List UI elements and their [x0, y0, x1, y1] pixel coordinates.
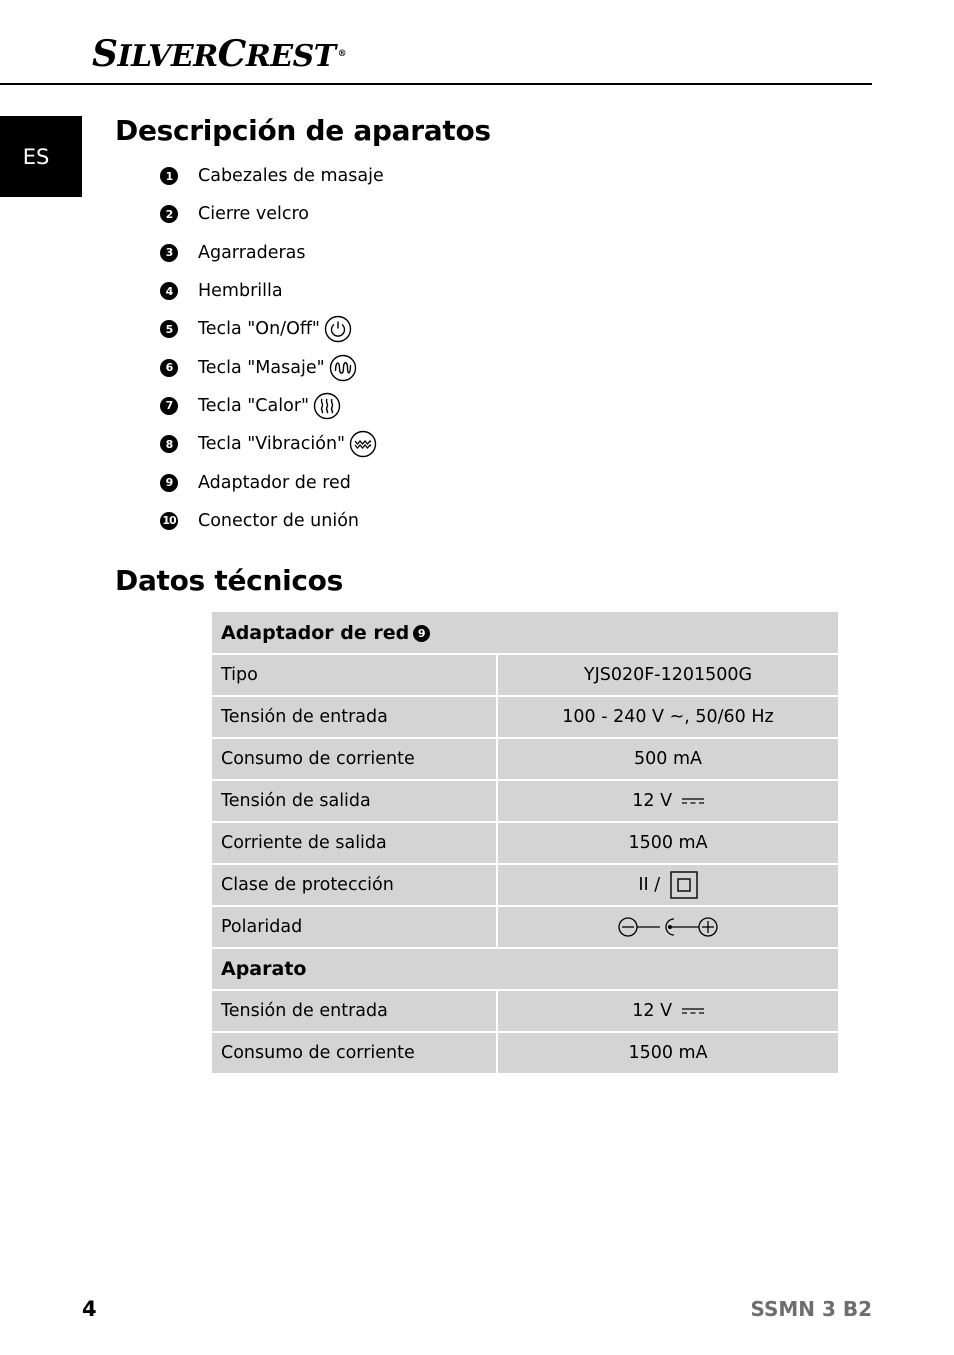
table-row: [212, 1032, 838, 1074]
description-title: Descripción de aparatos: [115, 114, 491, 147]
row-label: Tipo: [212, 654, 497, 696]
table-row: [212, 612, 838, 654]
item-number: 1: [160, 167, 178, 185]
table-row: [212, 780, 838, 822]
list-item: 4 Hembrilla: [160, 272, 384, 310]
list-item: 3 Agarraderas: [160, 234, 384, 272]
list-item: 10 Conector de unión: [160, 502, 384, 540]
table-row: [212, 864, 838, 906]
row-label: Tensión de entrada: [212, 696, 497, 738]
technical-title: Datos técnicos: [115, 564, 343, 597]
item-number: 8: [160, 435, 178, 453]
row-label: Clase de protección: [212, 864, 497, 906]
list-item: 5 Tecla "On/Off": [160, 310, 384, 348]
table-row: [212, 696, 838, 738]
item-number: 10: [160, 512, 178, 530]
adapter-heading: Adaptador de red 9: [212, 612, 838, 654]
list-item: 2 Cierre velcro: [160, 195, 384, 233]
row-value: II /: [497, 864, 838, 906]
list-item: 6 Tecla "Masaje": [160, 348, 384, 386]
list-item: 7 Tecla "Calor": [160, 387, 384, 425]
vibration-icon: [349, 430, 377, 458]
item-number: 9: [160, 474, 178, 492]
row-label: Consumo de corriente: [212, 738, 497, 780]
polarity-icon: [616, 915, 720, 939]
row-label: Polaridad: [212, 906, 497, 948]
item-number: 9: [413, 625, 430, 642]
list-item: 1 Cabezales de masaje: [160, 157, 384, 195]
item-number: 3: [160, 244, 178, 262]
row-value: 100 - 240 V ~, 50/60 Hz: [497, 696, 838, 738]
list-item: 9 Adaptador de red: [160, 463, 384, 501]
massage-wave-icon: [329, 354, 357, 382]
header-rule: [0, 83, 872, 85]
row-value: 12 V: [497, 780, 838, 822]
language-tab: ES: [0, 116, 82, 197]
row-value: 12 V: [497, 990, 838, 1032]
page-number: 4: [82, 1297, 97, 1321]
row-label: Corriente de salida: [212, 822, 497, 864]
row-label: Consumo de corriente: [212, 1032, 497, 1074]
item-number: 2: [160, 205, 178, 223]
technical-data-table: [212, 612, 838, 1075]
row-value: YJS020F-1201500G: [497, 654, 838, 696]
model-name: SSMN 3 B2: [750, 1297, 872, 1321]
table-row: [212, 990, 838, 1032]
table-row: [212, 738, 838, 780]
item-number: 4: [160, 282, 178, 300]
row-value: 1500 mA: [497, 1032, 838, 1074]
row-value: [497, 906, 838, 948]
parts-list: [160, 157, 384, 540]
row-value: 500 mA: [497, 738, 838, 780]
table-row: [212, 654, 838, 696]
item-number: 5: [160, 320, 178, 338]
table-row: [212, 906, 838, 948]
row-label: Tensión de entrada: [212, 990, 497, 1032]
row-label: Tensión de salida: [212, 780, 497, 822]
table-row: [212, 948, 838, 990]
dc-icon: [682, 1006, 704, 1016]
table-row: [212, 822, 838, 864]
item-number: 7: [160, 397, 178, 415]
power-icon: [324, 315, 352, 343]
row-value: 1500 mA: [497, 822, 838, 864]
protection-class-ii-icon: [670, 871, 698, 899]
heat-icon: [313, 392, 341, 420]
list-item: 8 Tecla "Vibración": [160, 425, 384, 463]
item-number: 6: [160, 359, 178, 377]
brand-logo: SILVERCREST ®: [92, 33, 347, 75]
device-heading: Aparato: [212, 948, 838, 990]
dc-icon: [682, 796, 704, 806]
